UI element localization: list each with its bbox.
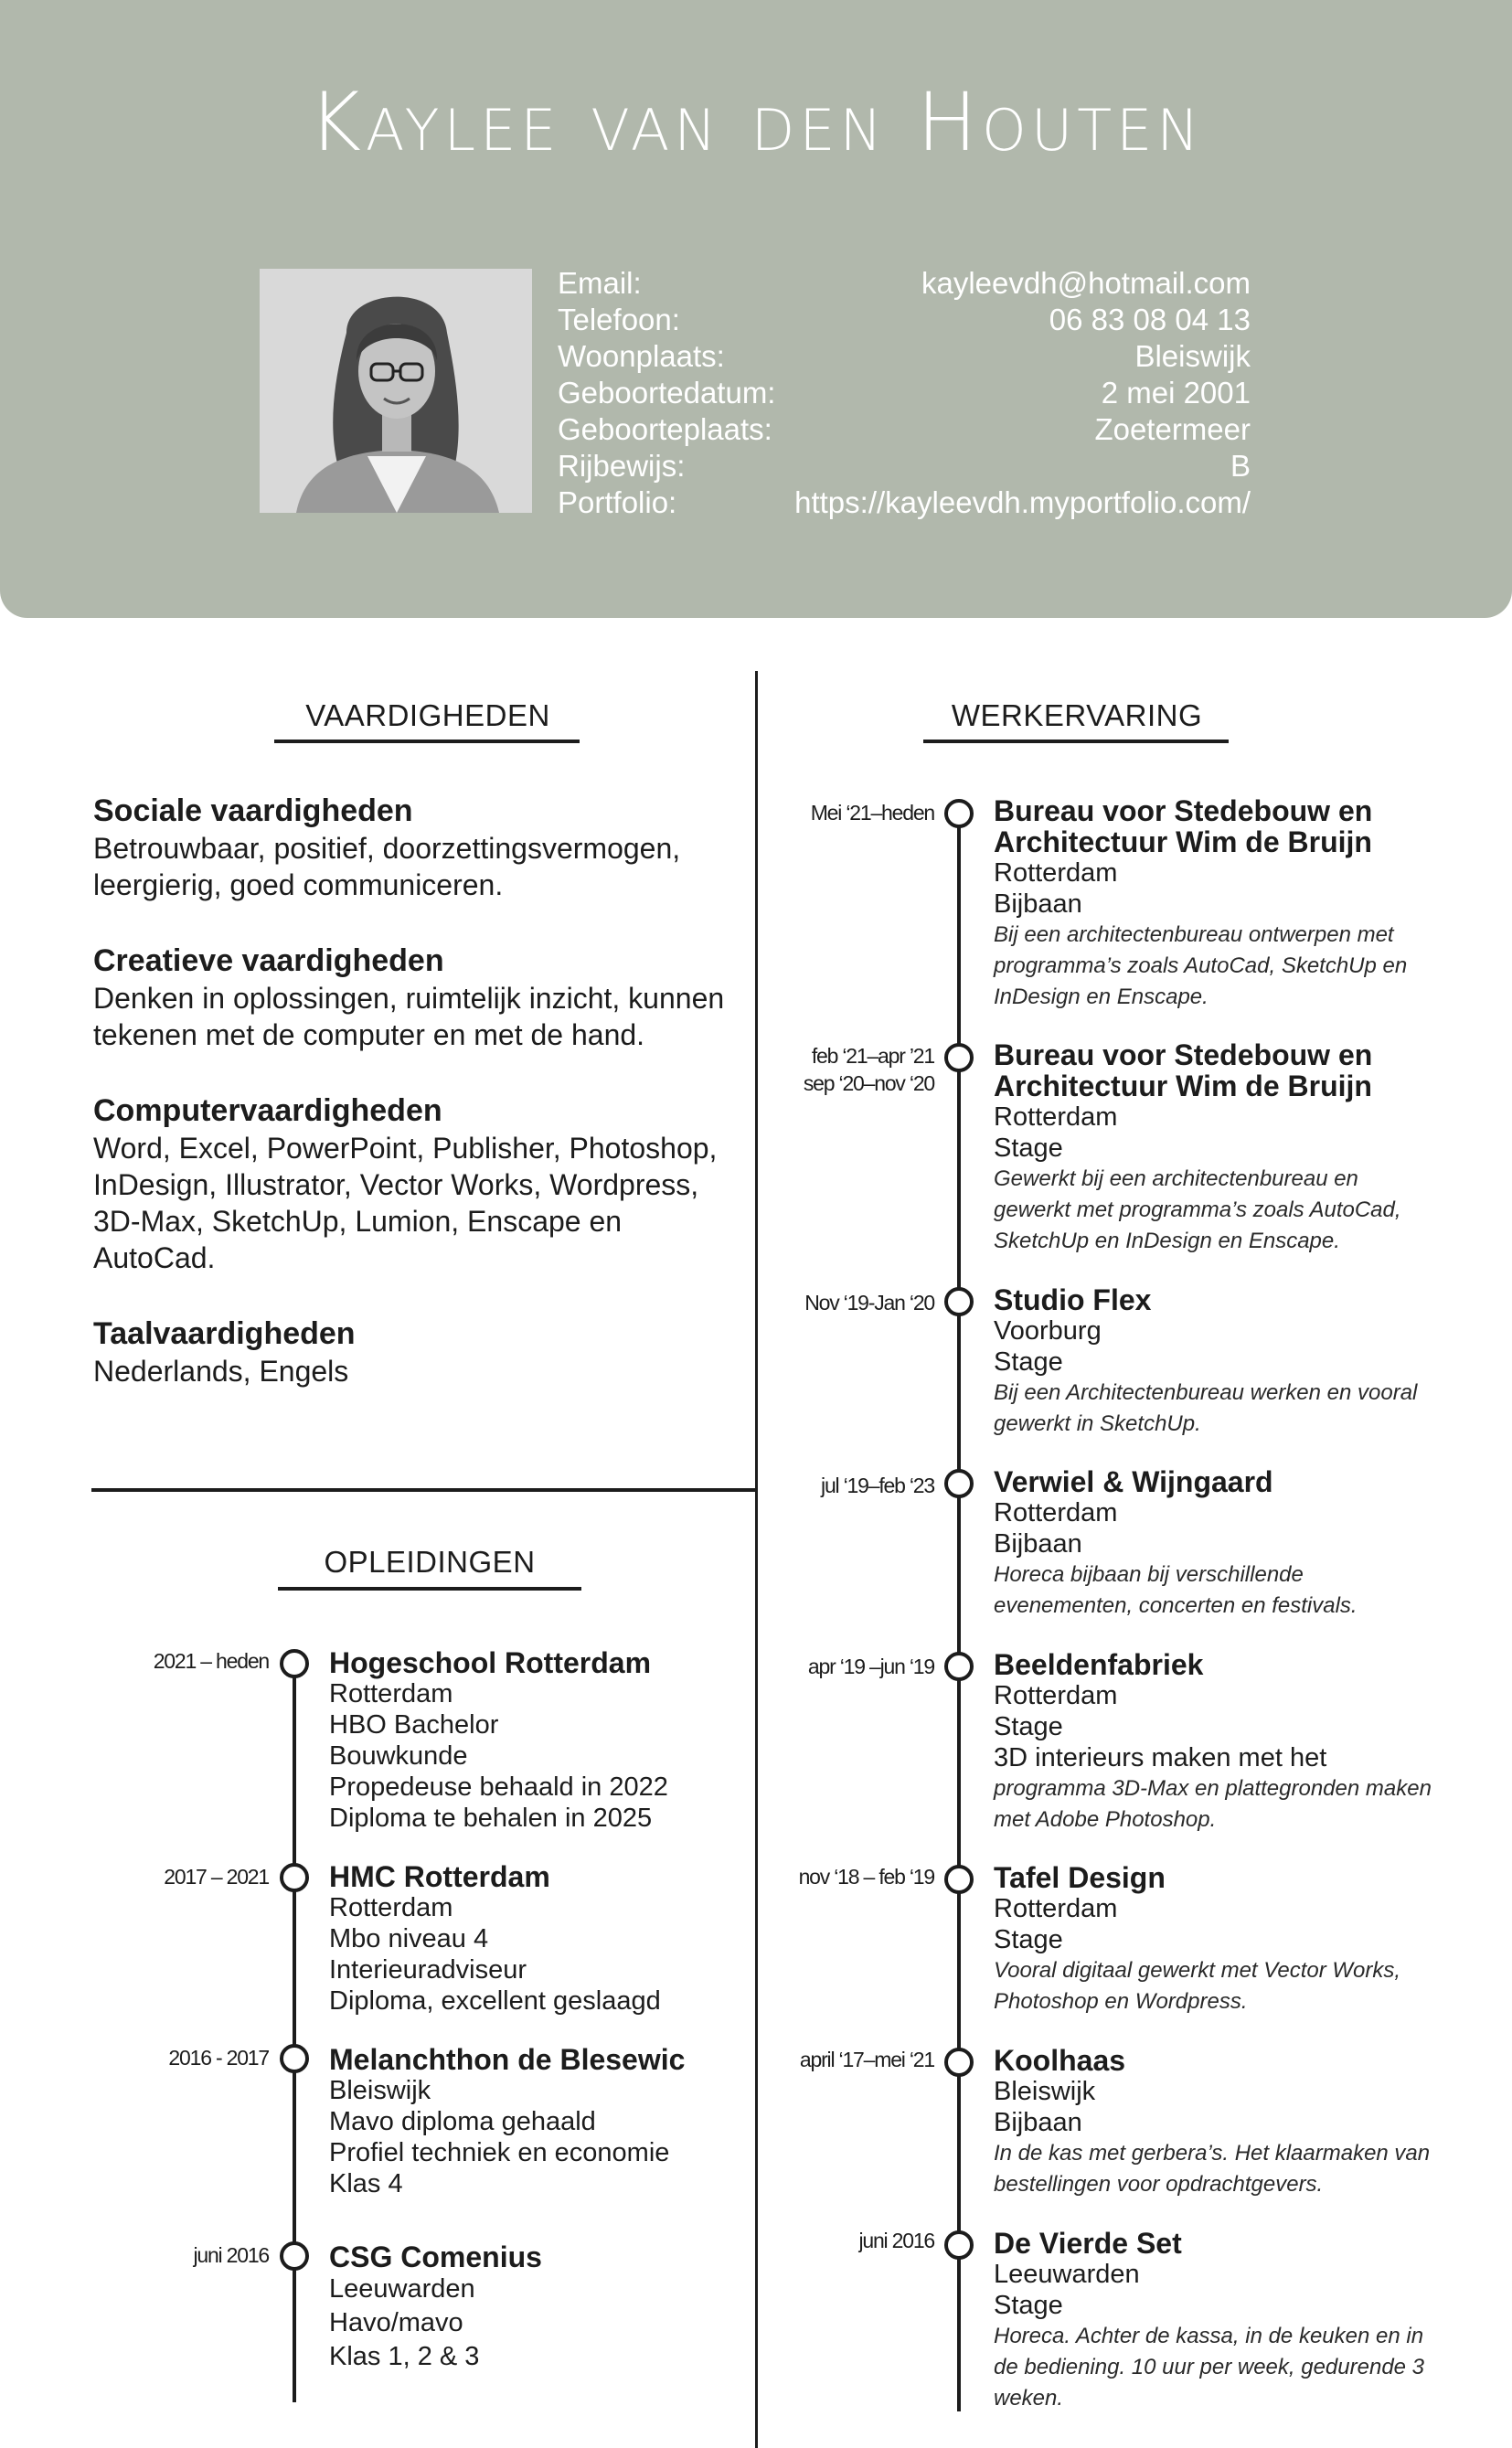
profile-photo [260,269,532,513]
education-heading: OPLEIDINGEN [324,1545,536,1579]
person-name: Kaylee van den Houten [308,75,1204,169]
portrait-image [260,269,532,513]
skills-list [93,792,733,1428]
work-entry: Bureau voor Stedebouw en Architectuur Wim de Bruijn Rotterdam Bijbaan Bij een architectenbureau ontwerpen met programma’s zoals AutoCad, SketchUp en InDesign en Enscape. [994,794,1408,1009]
work-heading-underline [923,740,1229,743]
skill-social: Sociale vaardigheden Betrouwbaar, positief, doorzettingsvermogen, leergierig, goed communiceren. [93,793,681,901]
license-value: B [1230,449,1251,483]
work-entry: Beeldenfabriek Rotterdam Stage 3D interieurs maken met het programma 3D-Max en plattegronden maken met Adobe Photoshop. [994,1648,1432,1832]
timeline-node [944,2048,974,2077]
education-date: 2021 – heden [153,1649,269,1673]
work-date: april ‘17–mei ‘21 [799,2048,934,2071]
education-heading-underline [278,1587,581,1591]
contact-row-residence: Woonplaats: Bleiswijk [558,339,1251,373]
timeline-node [944,1469,974,1498]
skills-heading-underline [274,740,580,743]
work-entry: De Vierde Set Leeuwarden Stage Horeca. Achter de kassa, in de keuken en in de bediening. 10 uur per week, gedurende 3 weken. [994,2227,1425,2411]
column-divider [755,671,758,2448]
education-entry: HMC Rotterdam Rotterdam Mbo niveau 4 Interieuradviseur Diploma, excellent geslaagd [329,1860,661,2016]
contact-row-license: Rijbewijs: B [558,449,1251,483]
timeline-node [944,1043,974,1072]
timeline-node [944,799,974,828]
portfolio-link[interactable]: https://kayleevdh.myportfolio.com/ [794,485,1251,519]
contact-row-phone: Telefoon: 06 83 08 04 13 [558,303,1251,336]
timeline-node [944,1652,974,1681]
timeline-node [280,1649,309,1678]
education-date: 2017 – 2021 [164,1865,269,1889]
timeline-node [280,2241,309,2271]
phone-value: 06 83 08 04 13 [1049,303,1251,336]
education-date: 2016 - 2017 [168,2046,269,2070]
contact-row-birthdate: Geboortedatum: 2 mei 2001 [558,376,1251,410]
timeline-node [944,1287,974,1316]
skill-computer: Computervaardigheden Word, Excel, PowerPoint, Publisher, Photoshop, InDesign, Illustrator, Vector Works, Wordpress, 3D-Max, SketchUp, Lumion, Enscape en AutoCad. [93,1093,718,1274]
work-date: jul ‘19–feb ‘23 [821,1474,934,1497]
timeline-node [280,2044,309,2073]
work-date: juni 2016 [858,2229,934,2252]
birthplace-value: Zoetermeer [1094,412,1251,446]
education-entry: Hogeschool Rotterdam Rotterdam HBO Bachelor Bouwkunde Propedeuse behaald in 2022 Diploma te behalen in 2025 [329,1646,668,1833]
work-entry: Koolhaas Bleiswijk Bijbaan In de kas met gerbera’s. Het klaarmaken van bestellingen voor opdrachtgevers. [994,2044,1431,2197]
email-value[interactable]: kayleevdh@hotmail.com [921,266,1251,300]
education-entry: CSG Comenius Leeuwarden Havo/mavo Klas 1, 2 & 3 [329,2240,542,2371]
work-entry: Verwiel & Wijngaard Rotterdam Bijbaan Horeca bijbaan bij verschillende evenementen, concerten en festivals. [994,1465,1358,1618]
contact-row-portfolio: Portfolio: https://kayleevdh.myportfolio.com/ [558,485,1251,519]
work-heading: WERKERVARING [951,698,1203,732]
contact-details [558,265,1251,521]
work-date: Nov ‘19-Jan ‘20 [804,1291,934,1314]
work-date: nov ‘18 – feb ‘19 [798,1865,934,1889]
timeline-node [944,1865,974,1894]
education-timeline [293,1662,296,2402]
work-entry: Tafel Design Rotterdam Stage Vooral digitaal gewerkt met Vector Works, Photoshop en Wordpress. [994,1861,1401,2014]
contact-row-birthplace: Geboorteplaats: Zoetermeer [558,412,1251,446]
residence-value: Bleiswijk [1134,339,1251,373]
work-entry: Bureau voor Stedebouw en Architectuur Wim de Bruijn Rotterdam Stage Gewerkt bij een architectenbureau en gewerkt met programma’s zoals AutoCad, SketchUp en InDesign en Enscape. [994,1038,1401,1253]
contact-row-email: Email: kayleevdh@hotmail.com [558,266,1251,300]
header-banner [0,0,1512,618]
education-date: juni 2016 [193,2243,269,2267]
skill-language: Taalvaardigheden Nederlands, Engels [93,1316,356,1388]
skills-heading: VAARDIGHEDEN [305,698,550,732]
work-date: apr ‘19 –jun ‘19 [807,1655,934,1678]
work-date: Mei ‘21–heden [810,801,934,825]
timeline-node [944,2230,974,2260]
work-date: feb ‘21–apr ’21 sep ‘20–nov ‘20 [803,1044,934,1095]
section-divider [91,1488,757,1492]
work-entry: Studio Flex Voorburg Stage Bij een Architectenbureau werken en vooral gewerkt in SketchUp. [994,1283,1418,1436]
skill-creative: Creatieve vaardigheden Denken in oplossingen, ruimtelijk inzicht, kunnen tekenen met de computer en met de hand. [93,943,725,1051]
timeline-node [280,1863,309,1892]
birthdate-value: 2 mei 2001 [1101,376,1251,410]
education-entry: Melanchthon de Blesewic Bleiswijk Mavo diploma gehaald Profiel techniek en economie Klas 4 [329,2043,686,2198]
